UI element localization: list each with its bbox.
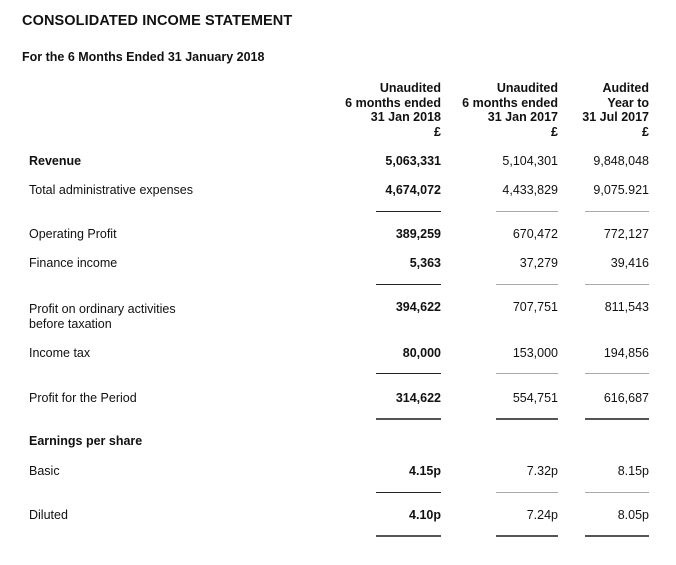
rule [496, 211, 558, 212]
rule [496, 284, 558, 285]
double-rule [376, 418, 441, 420]
double-rule [496, 418, 558, 420]
column-header-line: 6 months ended [462, 95, 558, 110]
rule [376, 211, 441, 212]
value-finance-audited: 39,416 [610, 256, 649, 270]
double-rule [585, 418, 649, 420]
value-diluted-2018: 4.10p [409, 508, 441, 522]
row-label-admin-expenses: Total administrative expenses [29, 183, 193, 197]
value-operating-audited: 772,127 [603, 227, 649, 241]
value-diluted-2017: 7.24p [526, 508, 558, 522]
column-header-2017 [462, 81, 558, 139]
row-label-profit-period: Profit for the Period [29, 391, 137, 405]
double-rule [496, 535, 558, 537]
value-profit-before-audited: 811,543 [604, 300, 649, 314]
value-diluted-audited: 8.05p [617, 508, 649, 522]
row-label-profit-before-tax [29, 302, 176, 332]
value-profit-before-2017: 707,751 [512, 300, 558, 314]
column-header-line: 31 Jan 2017 [487, 110, 558, 124]
row-label-line: Profit on ordinary activities [29, 302, 176, 316]
value-finance-2018: 5,363 [409, 256, 441, 270]
row-label-basic: Basic [29, 464, 60, 478]
column-header-line: Year to [607, 95, 649, 110]
rule [585, 284, 649, 285]
row-label-diluted: Diluted [29, 508, 68, 522]
statement-subtitle: For the 6 Months Ended 31 January 2018 [22, 50, 265, 64]
row-label-line: before taxation [29, 317, 112, 331]
column-currency: £ [642, 124, 649, 139]
value-basic-2017: 7.32p [526, 464, 558, 478]
value-revenue-2018: 5,063,331 [385, 154, 441, 168]
value-operating-2017: 670,472 [512, 227, 558, 241]
row-label-finance-income: Finance income [29, 256, 118, 270]
value-profit-period-2017: 554,751 [512, 391, 558, 405]
value-basic-2018: 4.15p [409, 464, 441, 478]
double-rule [376, 535, 441, 537]
value-profit-period-audited: 616,687 [603, 391, 649, 405]
rule [585, 211, 649, 212]
rule [376, 373, 441, 374]
value-tax-2018: 80,000 [402, 346, 441, 360]
value-tax-audited: 194,856 [603, 346, 649, 360]
value-revenue-2017: 5,104,301 [502, 154, 558, 168]
rule [585, 373, 649, 374]
value-admin-audited: 9,075.921 [593, 183, 649, 197]
rule [496, 492, 558, 493]
double-rule [585, 535, 649, 537]
row-label-revenue: Revenue [29, 154, 82, 168]
section-heading-eps: Earnings per share [29, 434, 143, 448]
statement-title: CONSOLIDATED INCOME STATEMENT [22, 13, 293, 29]
value-profit-period-2018: 314,622 [395, 391, 441, 405]
column-currency: £ [551, 124, 558, 139]
column-header-line: Audited [602, 81, 649, 95]
rule [376, 492, 441, 493]
value-profit-before-2018: 394,622 [395, 300, 441, 314]
row-label-operating-profit: Operating Profit [29, 227, 117, 241]
column-header-line: Unaudited [379, 81, 441, 95]
column-currency: £ [434, 124, 441, 139]
column-header-2018 [345, 81, 441, 139]
rule [376, 284, 441, 285]
rule [585, 492, 649, 493]
value-finance-2017: 37,279 [519, 256, 558, 270]
value-basic-audited: 8.15p [617, 464, 649, 478]
value-admin-2018: 4,674,072 [385, 183, 441, 197]
column-header-audited [582, 81, 649, 139]
value-operating-2018: 389,259 [395, 227, 441, 241]
column-header-line: 31 Jan 2018 [370, 110, 441, 124]
value-admin-2017: 4,433,829 [502, 183, 558, 197]
column-header-line: Unaudited [496, 81, 558, 95]
column-header-line: 6 months ended [345, 95, 441, 110]
rule [496, 373, 558, 374]
column-header-line: 31 Jul 2017 [582, 110, 649, 124]
value-revenue-audited: 9,848,048 [593, 154, 649, 168]
row-label-income-tax: Income tax [29, 346, 91, 360]
value-tax-2017: 153,000 [512, 346, 558, 360]
